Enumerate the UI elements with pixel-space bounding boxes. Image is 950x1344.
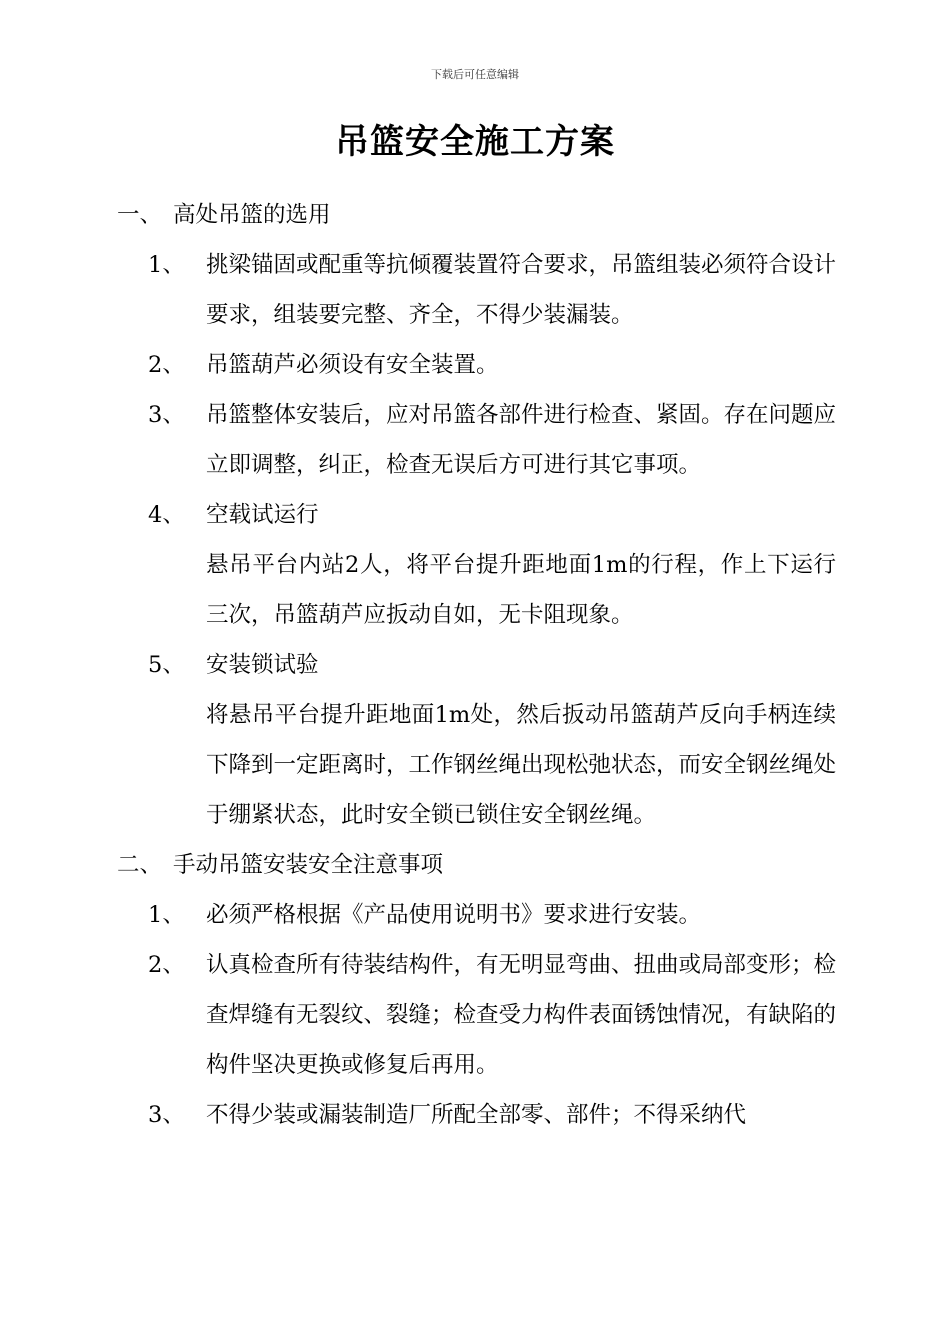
section-heading-text: 高处吊篮的选用: [173, 202, 331, 228]
item-text: 空载试运行: [206, 502, 319, 528]
item-text: 吊篮整体安装后，应对吊篮各部件进行检查、紧固。存在问题应立即调整，纠正，检查无误后方可进行其它事项。: [206, 402, 837, 478]
page-title: 吊篮安全施工方案: [335, 122, 615, 162]
item-number: 1、: [148, 252, 185, 278]
section-1: [0, 190, 950, 840]
list-item: [0, 490, 836, 640]
document-body: [0, 190, 950, 1140]
item-detail: 悬吊平台内站2人，将平台提升距地面1m的行程，作上下运行三次，吊篮葫芦应扳动自如，无卡阻现象。: [206, 552, 836, 628]
section-heading: [0, 190, 950, 240]
item-number: 2、: [148, 352, 185, 378]
item-detail: 将悬吊平台提升距地面1m处，然后扳动吊篮葫芦反向手柄连续下降到一定距离时，工作钢丝绳出现松弛状态，而安全钢丝绳处于绷紧状态，此时安全锁已锁住安全钢丝绳。: [206, 702, 837, 828]
list-item: [0, 940, 836, 1090]
section-heading-text: 手动吊篮安装安全注意事项: [173, 852, 444, 878]
list-item: [0, 890, 836, 940]
header-note: 下载后可任意编辑: [431, 68, 519, 81]
item-number: 5、: [148, 652, 185, 678]
item-text: 挑梁锚固或配重等抗倾覆装置符合要求，吊篮组装必须符合设计要求，组装要完整、齐全，不得少装漏装。: [206, 252, 837, 328]
item-number: 2、: [148, 952, 185, 978]
item-text: 必须严格根据《产品使用说明书》要求进行安装。: [206, 902, 702, 928]
section-2: [0, 840, 950, 1140]
item-number: 3、: [148, 1102, 185, 1128]
list-item: [0, 240, 836, 340]
section-number: 二、: [117, 852, 163, 878]
item-number: 4、: [148, 502, 185, 528]
item-text: 认真检查所有待装结构件，有无明显弯曲、扭曲或局部变形；检查焊缝有无裂纹、裂缝；检查受力构件表面锈蚀情况，有缺陷的构件坚决更换或修复后再用。: [206, 952, 837, 1078]
item-text: 不得少装或漏装制造厂所配全部零、部件；不得采纳代: [206, 1102, 747, 1128]
list-item: [0, 340, 836, 390]
item-number: 3、: [148, 402, 185, 428]
list-item: [0, 1090, 836, 1140]
section-number: 一、: [117, 202, 163, 228]
list-item: [0, 640, 836, 840]
list-item: [0, 390, 836, 490]
section-heading: [0, 840, 950, 890]
item-number: 1、: [148, 902, 185, 928]
item-text: 吊篮葫芦必须设有安全装置。: [206, 352, 499, 378]
item-text: 安装锁试验: [206, 652, 319, 678]
